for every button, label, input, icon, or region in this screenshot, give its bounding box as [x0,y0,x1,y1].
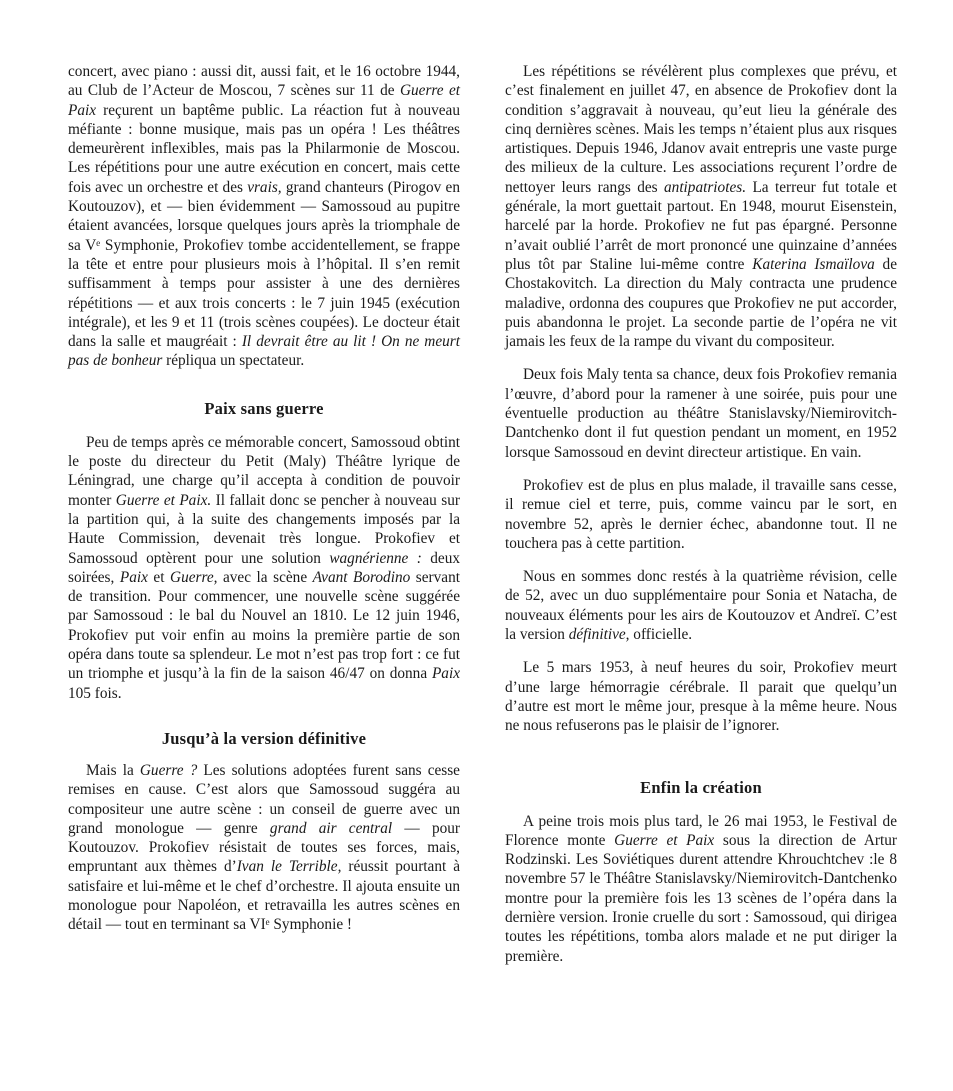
italic-text: wagnérienne : [329,549,422,567]
italic-text: Guerre et Paix [68,82,461,119]
italic-text: Guerre, [170,568,218,586]
italic-text: Paix [431,665,460,683]
italic-text: Il devrait être au lit ! On ne meurt pas de bonheur [68,333,460,370]
paragraph: Peu de temps après ce mémorable concert, Samossoud obtint le poste du directeur du Petit (Maly) Théâtre lyrique de Léningrad, une charge qu’il accepta à condition de pouvoir monter Guerre et Paix. Il fallait donc se pencher à nouveau sur la partition qui, à la suite des changements imposés par la Haute Commission, devenait très longue. Prokofiev et Samossoud optèrent pour une solution wagnérienne : deux soirées, Paix et Guerre, avec la scène Avant Borodino servant de transition. Pour commencer, une nouvelle scène suggérée par Samossoud : le bal du Nouvel an 1810. Le 12 juin 1946, Prokofiev put voir enfin au moins la première partie de son opéra dans toute sa splendeur. Le mot n’est pas trop fort : ce fut un triomphe et jusqu’à la fin de la saison 46/47 on donna Paix 105 fois. [68,433,461,702]
paragraph: Deux fois Maly tenta sa chance, deux fois Prokofiev remania l’œuvre, d’abord pour la ramener à une soirée, puis pour une éventuelle production au théâtre Stanislavsky/Niemirovitch-Dantchenko dont il fut question pendant un moment, en 1952 lorsque Samossoud en devint directeur artistique. En vain. [505,366,897,461]
italic-text: grand air central [269,819,393,837]
italic-text: définitive, [568,626,630,644]
italic-text: Katerina Ismaïlova [752,255,875,273]
italic-text: Paix [119,568,148,586]
paragraph: concert, avec piano : aussi dit, aussi fait, et le 16 octobre 1944, au Club de l’Acteur de Moscou, 7 scènes sur 11 de Guerre et Paix reçurent un baptême public. La réaction fut à nouveau méfiante : bonne musique, mais pas un opéra ! Les théâtres demeurèrent inflexibles, mais pas la Philarmonie de Moscou. Les répétitions pour une autre exécution en concert, mais cette fois avec un orchestre et des vrais, grand chanteurs (Pirogov en Koutouzov), et — bien évidemment — Samossoud au pupitre étaient avancées, lorsque quelques jours après la triomphale de sa Vᵉ Symphonie, Prokofiev tombe accidentellement, se frappe la tête et entre pour plusieurs mois à l’hôpital. Il s’en remit suffisamment à temps pour assister à une des dernières répétitions — et aux trois concerts : le 7 juin 1945 (exécution intégrale), et les 9 et 11 (trois scènes coupées). Le docteur était dans la salle et maugréait : Il devrait être au lit ! On ne meurt pas de bonheur répliqua un spectateur. [68,63,461,370]
italic-text: antipatriotes. [664,178,747,196]
italic-text: Guerre et Paix [614,831,715,849]
paragraph: Le 5 mars 1953, à neuf heures du soir, Prokofiev meurt d’une large hémorragie cérébrale. Il parait que quelqu’un d’autre est mort le même jour, presque à la même heure. Nous ne nous refuserons pas le plaisir de l’ignorer. [505,659,897,735]
paragraph: Nous en sommes donc restés à la quatrième révision, celle de 52, avec un duo supplémentaire pour Sonia et Natacha, de nouveaux éléments pour les airs de Koutouzov et Andreï. C’est la version définitive, officielle. [505,568,897,644]
italic-text: Ivan le Terrible, [236,858,342,876]
italic-text: Guerre et Paix. [115,491,212,509]
paragraph: Prokofiev est de plus en plus malade, il travaille sans cesse, il remue ciel et terre, puis, comme vaincu par le sort, en novembre 52, après le dernier échec, abandonne tout. Il ne touchera pas à cette partition. [505,476,897,552]
italic-text: vrais, [247,178,282,196]
italic-text: Guerre ? [139,761,198,779]
paragraph: Les répétitions se révélèrent plus complexes que prévu, et c’est finalement en juillet 47, en absence de Prokofiev dont la condition s’aggravait à nouveau, qu’eut lieu la générale des cinq dernières scènes. Mais les temps n’étaient plus aux risques artistiques. Depuis 1946, Jdanov avait entrepris une vaste purge des milieux de la culture. Les associations reçurent l’ordre de nettoyer leurs rangs des antipatriotes. La terreur fut totale et générale, la mort guettait partout. En 1948, mourut Eisenstein, harcelé par la horde. Prokofiev ne fut pas épargné. Personne n’avait oublié l’arrêt de mort prononcé une quinzaine d’années plus tôt par Staline lui-même contre Katerina Ismaïlova de Chostakovitch. La direction du Maly contracta une prudence maladive, ordonna des coupures que Prokofiev ne put accorder, puis abandonna le projet. La seconde partie de l’opéra ne vit jamais les feux de la rampe du vivant du compositeur. [505,63,897,351]
right-column [505,62,897,980]
italic-text: Avant Borodino [312,568,411,586]
section-heading-jusqua-la-version-definitive: Jusqu’à la version définitive [161,728,367,748]
paragraph: Mais la Guerre ? Les solutions adoptées furent sans cesse remises en cause. C’est alors que Samossoud suggéra au compositeur une autre scène : un conseil de guerre avec un grand monologue — genre grand air central — pour Koutouzov. Prokofiev résistait de toutes ses forces, mais, empruntant aux thèmes d’Ivan le Terrible, réussit pourtant à satisfaire et lui-même et le chef d’orchestre. Il ajouta ensuite un monologue pour Napoléon, et retravailla les autres scènes en détail — tout en terminant sa VIᵉ Symphonie ! [68,761,460,934]
paragraph: A peine trois mois plus tard, le 26 mai 1953, le Festival de Florence monte Guerre et Paix sous la direction de Artur Rodzinski. Les Soviétiques durent attendre Khrouchtchev :le 8 novembre 57 le Théâtre Stanislavsky/Niemirovitch-Dantchenko montre pour la première fois les 13 scènes de l’opéra dans la dernière version. Ironie cruelle du sort : Samossoud, qui dirigea toutes les répétitions, tomba alors malade et ne put diriger la première. [505,812,897,965]
section-heading-paix-sans-guerre: Paix sans guerre [204,398,324,418]
left-column [68,62,460,949]
section-heading-enfin-la-creation: Enfin la création [640,777,762,797]
